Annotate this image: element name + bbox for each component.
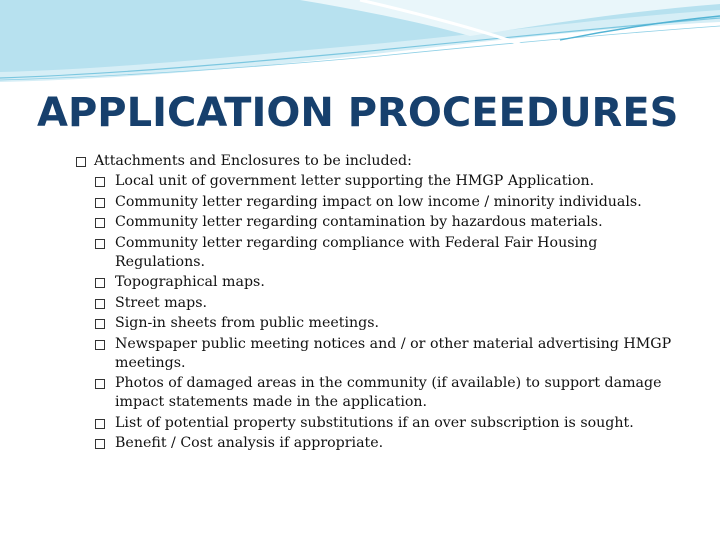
sub-bullet-text: Newspaper public meeting notices and / or other material advertising HMGP meetings. <box>115 335 672 371</box>
sub-bullet-text: Community letter regarding contamination by hazardous materials. <box>115 214 603 230</box>
sub-bullet <box>76 294 686 313</box>
square-bullet-icon <box>95 439 105 449</box>
sub-bullet-text: Community letter regarding compliance with Federal Fair Housing Regulations. <box>115 234 598 270</box>
sub-bullet <box>76 193 686 212</box>
sub-bullet <box>76 434 686 453</box>
sub-bullet-text: Street maps. <box>115 294 207 311</box>
sub-bullet <box>76 374 686 412</box>
square-bullet-icon <box>95 319 105 329</box>
sub-bullet <box>76 213 686 232</box>
square-bullet-icon <box>76 157 86 167</box>
sub-bullet-text: List of potential property substitutions if an over subscription is sought. <box>115 414 634 431</box>
sub-bullet-text: Photos of damaged areas in the community (if available) to support damage impact statements made in the application. <box>115 375 662 410</box>
main-bullet-text: Attachments and Enclosures to be included: <box>94 153 412 169</box>
square-bullet-icon <box>95 419 105 429</box>
header-wave-decoration <box>0 0 720 90</box>
square-bullet-icon <box>95 218 105 228</box>
sub-bullet <box>76 273 686 292</box>
sub-bullet-text: Benefit / Cost analysis if appropriate. <box>115 435 384 451</box>
sub-bullet <box>76 335 686 373</box>
sub-bullet-text: Local unit of government letter supporting the HMGP Application. <box>115 173 595 189</box>
sub-bullet <box>76 172 686 191</box>
sub-bullet <box>76 414 686 433</box>
square-bullet-icon <box>95 177 105 187</box>
main-bullet <box>76 152 686 171</box>
square-bullet-icon <box>95 198 105 208</box>
sub-bullet-text: Topographical maps. <box>115 274 265 290</box>
sub-bullet-text: Community letter regarding impact on low income / minority individuals. <box>115 193 642 210</box>
sub-bullet <box>76 314 686 333</box>
bullet-list <box>76 152 686 455</box>
square-bullet-icon <box>95 299 105 309</box>
slide-title: APPLICATION PROCEEDURES <box>37 90 679 136</box>
square-bullet-icon <box>95 379 105 389</box>
square-bullet-icon <box>95 340 105 350</box>
sub-bullet <box>76 234 686 272</box>
square-bullet-icon <box>95 278 105 288</box>
square-bullet-icon <box>95 239 105 249</box>
sub-bullet-text: Sign-in sheets from public meetings. <box>115 315 380 331</box>
